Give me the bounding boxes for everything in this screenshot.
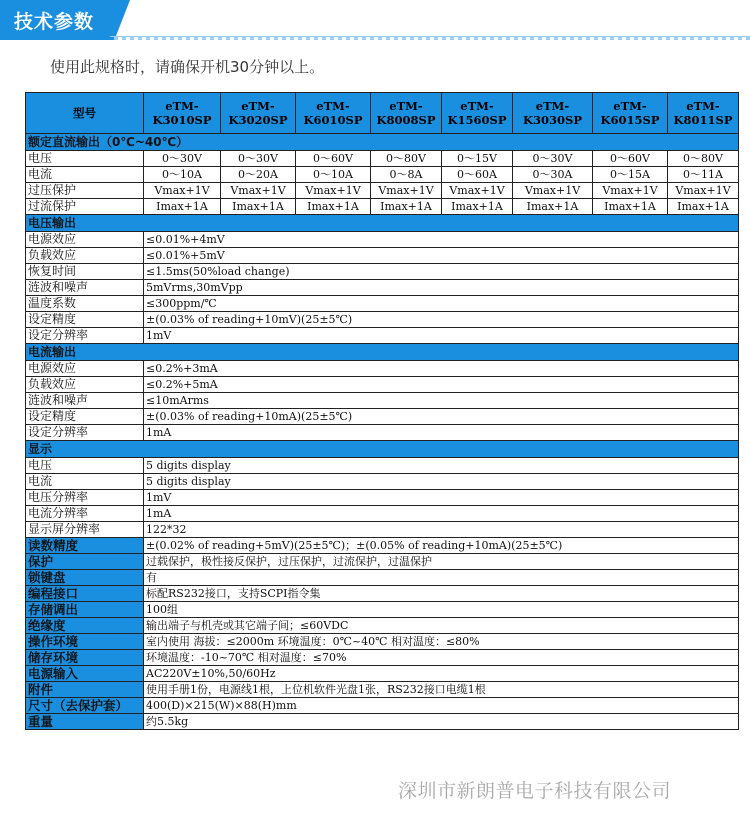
row-value: 标配RS232接口，支持SCPI指令集 [144, 586, 739, 602]
row-label: 涟波和噪声 [26, 280, 144, 296]
watermark: 深圳市新朗普电子科技有限公司 [398, 780, 672, 802]
row-value: ≤0.2%+3mA [144, 361, 739, 377]
row-value: Imax+1A [513, 199, 593, 215]
row-label: 电压 [26, 458, 144, 474]
row-value: 400(D)×215(W)×88(H)mm [144, 698, 739, 714]
row-value: 0～30V [144, 151, 221, 167]
row-label: 电源效应 [26, 361, 144, 377]
row-value: ≤10mArms [144, 393, 739, 409]
table-row [26, 618, 739, 634]
row-label: 电流 [26, 167, 144, 183]
row-value: 0～30V [513, 151, 593, 167]
model-prefix: eTM- [389, 99, 423, 113]
row-label: 设定精度 [26, 312, 144, 328]
row-value: ≤1.5ms(50%load change) [144, 264, 739, 280]
table-row [26, 570, 739, 586]
table-row [26, 393, 739, 409]
model-prefix: eTM- [613, 99, 647, 113]
row-value: 5 digits display [144, 474, 739, 490]
table-row [26, 458, 739, 474]
model-label: 型号 [26, 93, 144, 134]
row-value: AC220V±10%,50/60Hz [144, 666, 739, 682]
section-title: 额定直流输出（0℃~40℃） [26, 134, 739, 151]
row-label: 绝缘度 [26, 618, 144, 634]
table-row [26, 167, 739, 183]
table-row [26, 280, 739, 296]
table-row [26, 682, 739, 698]
table-row [26, 602, 739, 618]
model-prefix: eTM- [165, 99, 199, 113]
table-row [26, 506, 739, 522]
table-row [26, 264, 739, 280]
row-value: 0～30A [513, 167, 593, 183]
table-row [26, 554, 739, 570]
row-value: 0～15V [442, 151, 513, 167]
table-row [26, 650, 739, 666]
spec-table [25, 92, 739, 730]
row-label: 操作环境 [26, 634, 144, 650]
table-row [26, 490, 739, 506]
row-value: 0～60V [296, 151, 371, 167]
row-value: Vmax+1V [513, 183, 593, 199]
row-label: 附件 [26, 682, 144, 698]
model-code: K3030SP [523, 113, 582, 127]
row-label: 负载效应 [26, 377, 144, 393]
table-row [26, 538, 739, 554]
row-value: Imax+1A [221, 199, 296, 215]
row-value: ≤0.2%+5mA [144, 377, 739, 393]
row-value: 0～10A [296, 167, 371, 183]
model-prefix: eTM- [241, 99, 275, 113]
row-label: 储存环境 [26, 650, 144, 666]
rated-section-row [26, 134, 739, 151]
model-code: K8011SP [673, 113, 733, 127]
row-label: 设定分辨率 [26, 425, 144, 441]
row-value: 输出端子与机壳或其它端子间；≤60VDC [144, 618, 739, 634]
table-row [26, 248, 739, 264]
row-label: 电源效应 [26, 232, 144, 248]
row-value: 1mA [144, 506, 739, 522]
row-label: 电流分辨率 [26, 506, 144, 522]
model-name [442, 93, 513, 134]
model-code: K3010SP [152, 113, 212, 127]
model-name [371, 93, 442, 134]
model-name [668, 93, 739, 134]
row-value: Imax+1A [296, 199, 371, 215]
model-name [296, 93, 371, 134]
row-value: 100组 [144, 602, 739, 618]
row-value: ≤0.01%+5mV [144, 248, 739, 264]
model-code: K1560SP [447, 113, 507, 127]
row-label: 涟波和噪声 [26, 393, 144, 409]
table-row [26, 312, 739, 328]
row-label: 重量 [26, 714, 144, 730]
row-value: 过载保护，极性接反保护，过压保护，过流保护，过温保护 [144, 554, 739, 570]
row-label: 编程接口 [26, 586, 144, 602]
model-name [221, 93, 296, 134]
row-label: 恢复时间 [26, 264, 144, 280]
row-value: Vmax+1V [442, 183, 513, 199]
row-value: 0～80V [371, 151, 442, 167]
table-row [26, 361, 739, 377]
row-value: ≤0.01%+4mV [144, 232, 739, 248]
row-value: ±(0.03% of reading+10mA)(25±5℃) [144, 409, 739, 425]
table-row [26, 666, 739, 682]
row-value: 有 [144, 570, 739, 586]
row-value: 使用手册1份，电源线1根，上位机软件光盘1张，RS232接口电缆1根 [144, 682, 739, 698]
table-row [26, 151, 739, 167]
model-code: K3020SP [228, 113, 288, 127]
table-row [26, 474, 739, 490]
model-prefix: eTM- [316, 99, 350, 113]
row-label: 存储调出 [26, 602, 144, 618]
row-value: Imax+1A [144, 199, 221, 215]
row-value: Vmax+1V [144, 183, 221, 199]
row-label: 读数精度 [26, 538, 144, 554]
header-dash [114, 37, 750, 40]
row-label: 过压保护 [26, 183, 144, 199]
section-header [0, 0, 750, 40]
row-value: 室内使用 海拔：≤2000m 环境温度：0℃~40℃ 相对温度：≤80% [144, 634, 739, 650]
table-row [26, 409, 739, 425]
row-label: 电压分辨率 [26, 490, 144, 506]
model-code: K6010SP [303, 113, 363, 127]
table-row [26, 377, 739, 393]
row-value: Vmax+1V [296, 183, 371, 199]
row-label: 过流保护 [26, 199, 144, 215]
row-value: Vmax+1V [221, 183, 296, 199]
row-label: 电压 [26, 151, 144, 167]
row-label: 负载效应 [26, 248, 144, 264]
row-value: 0～30V [221, 151, 296, 167]
intro-text: 使用此规格时，请确保开机30分钟以上。 [50, 58, 325, 76]
section-title: 电流输出 [26, 344, 739, 361]
row-value: Vmax+1V [371, 183, 442, 199]
table-row [26, 586, 739, 602]
row-value: ±(0.03% of reading+10mV)(25±5℃) [144, 312, 739, 328]
model-name [513, 93, 593, 134]
row-value: Imax+1A [442, 199, 513, 215]
model-name [144, 93, 221, 134]
row-value: 0～15A [593, 167, 668, 183]
row-label: 锁键盘 [26, 570, 144, 586]
current-section-row [26, 344, 739, 361]
row-value: 0～60A [442, 167, 513, 183]
row-value: ±(0.02% of reading+5mV)(25±5℃)；±(0.05% of reading+10mA)(25±5℃) [144, 538, 739, 554]
row-value: 5 digits display [144, 458, 739, 474]
row-value: 0～80V [668, 151, 739, 167]
table-row [26, 328, 739, 344]
row-label: 设定精度 [26, 409, 144, 425]
row-value: 0～60V [593, 151, 668, 167]
row-value: 约5.5kg [144, 714, 739, 730]
row-label: 电源输入 [26, 666, 144, 682]
row-value: Imax+1A [371, 199, 442, 215]
row-value: 0～20A [221, 167, 296, 183]
header-title: 技术参数 [14, 11, 95, 33]
row-label: 温度系数 [26, 296, 144, 312]
row-value: 0～11A [668, 167, 739, 183]
row-value: 0～10A [144, 167, 221, 183]
row-label: 保护 [26, 554, 144, 570]
row-label: 设定分辨率 [26, 328, 144, 344]
table-row [26, 183, 739, 199]
model-code: K6015SP [600, 113, 660, 127]
table-row [26, 522, 739, 538]
display-section-row [26, 441, 739, 458]
row-value: 1mA [144, 425, 739, 441]
table-row [26, 634, 739, 650]
table-row [26, 714, 739, 730]
section-title: 电压输出 [26, 215, 739, 232]
row-value: 122*32 [144, 522, 739, 538]
row-value: 1mV [144, 328, 739, 344]
row-label: 电流 [26, 474, 144, 490]
voltage-section-row [26, 215, 739, 232]
model-header-row [26, 93, 739, 134]
model-code: K8008SP [376, 113, 436, 127]
table-row [26, 199, 739, 215]
row-value: Vmax+1V [668, 183, 739, 199]
row-value: Imax+1A [593, 199, 668, 215]
table-row [26, 698, 739, 714]
row-value: 1mV [144, 490, 739, 506]
section-title: 显示 [26, 441, 739, 458]
row-value: Imax+1A [668, 199, 739, 215]
model-prefix: eTM- [460, 99, 494, 113]
row-label: 显示屏分辨率 [26, 522, 144, 538]
table-row [26, 296, 739, 312]
row-value: Vmax+1V [593, 183, 668, 199]
row-label: 尺寸（去保护套） [26, 698, 144, 714]
row-value: 0～8A [371, 167, 442, 183]
row-value: 5mVrms,30mVpp [144, 280, 739, 296]
table-row [26, 232, 739, 248]
row-value: ≤300ppm/℃ [144, 296, 739, 312]
model-prefix: eTM- [686, 99, 720, 113]
model-prefix: eTM- [535, 99, 570, 113]
model-name [593, 93, 668, 134]
table-row [26, 425, 739, 441]
row-value: 环境温度：-10~70℃ 相对温度：≤70% [144, 650, 739, 666]
